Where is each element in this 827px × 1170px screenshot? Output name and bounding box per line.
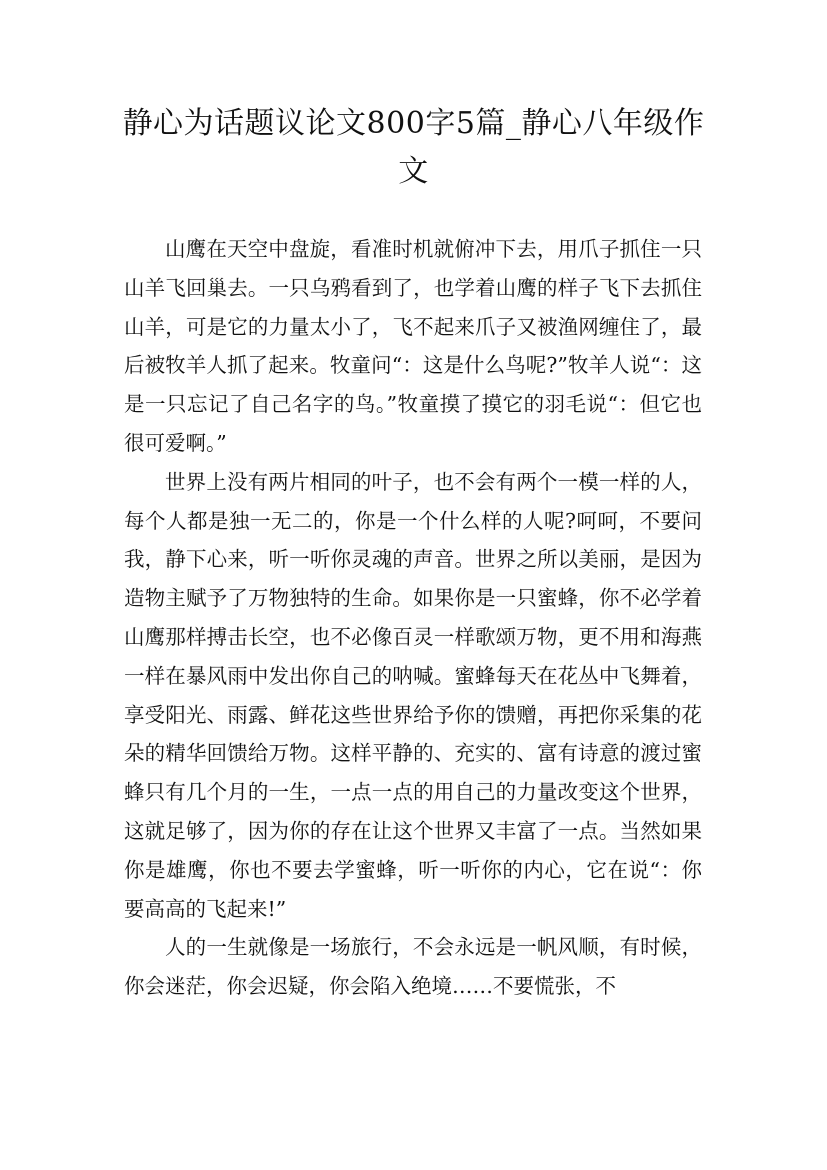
document-title: 静心为话题议论文800字5篇_静心八年级作文 <box>122 106 705 189</box>
paragraph: 山鹰在天空中盘旋，看准时机就俯冲下去，用爪子抓住一只山羊飞回巢去。一只乌鸦看到了，也学着山鹰的样子飞下去抓住山羊，可是它的力量太小了，飞不起来爪子又被渔网缠住了，最后被牧羊人抓了起来。牧童问“：这是什么鸟呢?”牧羊人说“：这是一只忘记了自己名字的鸟。”牧童摸了摸它的羽毛说“：但它也很可爱啊。” <box>124 237 702 455</box>
paragraph: 世界上没有两片相同的叶子，也不会有两个一模一样的人，每个人都是独一无二的，你是一个什么样的人呢?呵呵，不要问我，静下心来，听一听你灵魂的声音。世界之所以美丽，是因为造物主赋予了万物独特的生命。如果你是一只蜜蜂，你不必学着山鹰那样搏击长空，也不必像百灵一样歌颂万物，更不用和海燕一样在暴风雨中发出你自己的呐喊。蜜蜂每天在花丛中飞舞着，享受阳光、雨露、鲜花这些世界给予你的馈赠，再把你采集的花朵的精华回馈给万物。这样平静的、充实的、富有诗意的渡过蜜蜂只有几个月的一生，一点一点的用自己的力量改变这个世界，这就足够了，因为你的存在让这个世界又丰富了一点。当然如果你是雄鹰，你也不要去学蜜蜂，听一听你的内心，它在说“：你要高高的飞起来!” <box>124 469 702 921</box>
document-body <box>124 230 702 1006</box>
paragraph: 人的一生就像是一场旅行，不会永远是一帆风顺，有时候，你会迷茫，你会迟疑，你会陷入绝境……不要慌张，不 <box>124 935 702 999</box>
